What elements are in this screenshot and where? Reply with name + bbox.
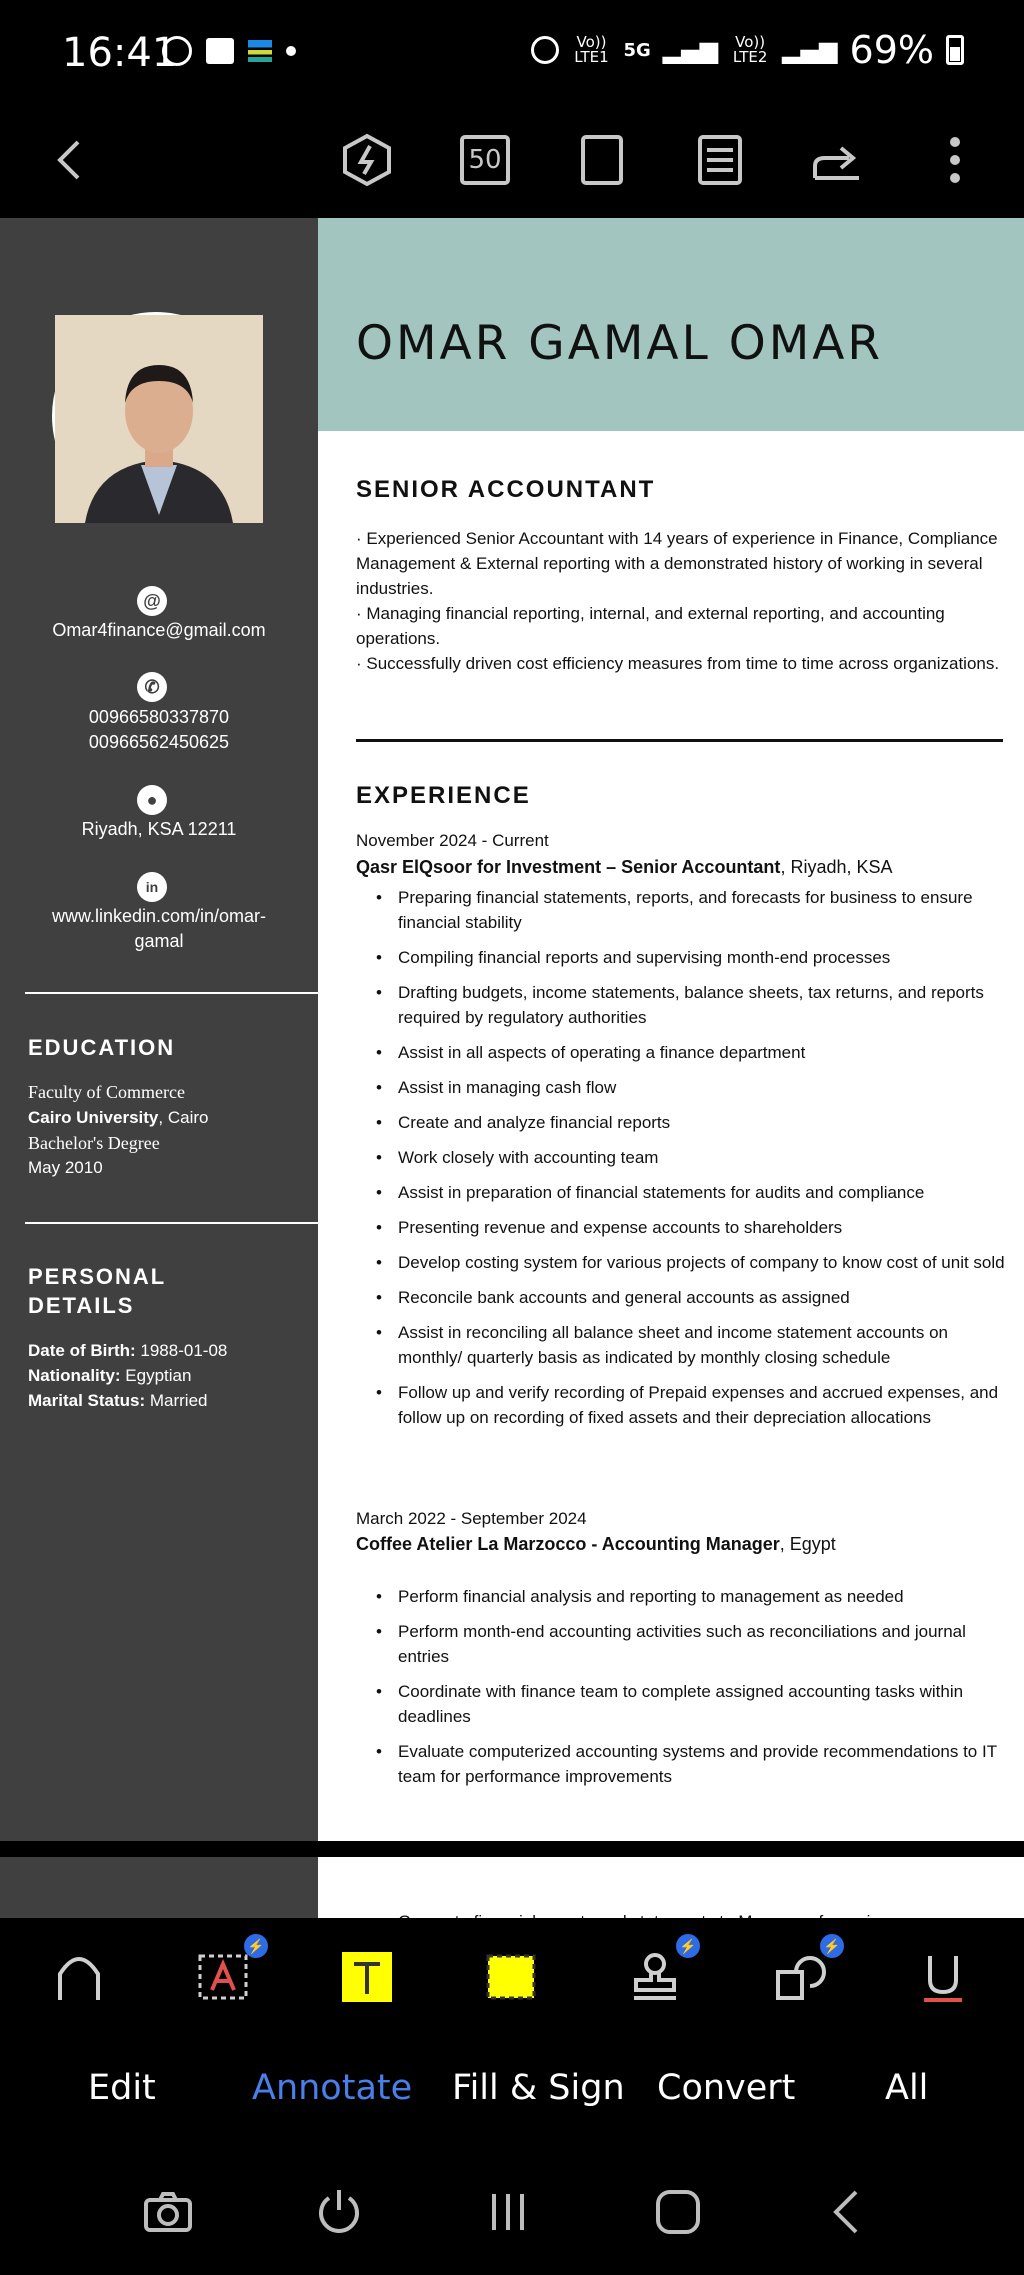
education-faculty: Faculty of Commerce: [28, 1082, 185, 1102]
camera-icon[interactable]: [138, 2182, 198, 2242]
clock: 16:41: [62, 30, 178, 76]
summary: [356, 526, 1006, 676]
job-dates: March 2022 - September 2024: [356, 1509, 587, 1528]
battery-icon: [946, 35, 964, 65]
notification-icons: [162, 36, 296, 66]
personal-heading-2: DETAILS: [28, 1293, 135, 1318]
home-icon[interactable]: [648, 2182, 708, 2242]
resume-name: OMAR GAMAL OMAR: [356, 316, 884, 371]
phone-1: 00966580337870: [88, 707, 230, 727]
zoom-level-label: 50: [468, 145, 502, 175]
recents-icon[interactable]: [478, 2182, 538, 2242]
system-navigation-bar: [0, 2146, 1024, 2275]
list-item: • Work closely with accounting team: [356, 1145, 1006, 1170]
tab-edit[interactable]: Edit: [88, 2068, 156, 2108]
pdf-toolbar: [0, 110, 1024, 218]
pen-icon[interactable]: [46, 1944, 112, 2010]
network-type: 5G: [623, 39, 651, 61]
underline-icon[interactable]: [910, 1944, 976, 2010]
list-item: • Assist in reconciling all balance sheet and income statement accounts on monthly/ quarterly basis as indicated by monthly closing schedule: [356, 1320, 1006, 1370]
tab-all[interactable]: All: [885, 2068, 929, 2108]
quick-action-icon[interactable]: [327, 120, 407, 200]
list-item: • Perform month-end accounting activities such as reconciliations and journal entries: [356, 1619, 1006, 1669]
education-heading: EDUCATION: [28, 1035, 176, 1060]
system-indicators: [531, 28, 964, 72]
email-icon: @: [137, 586, 167, 616]
area-highlight-icon[interactable]: [478, 1944, 544, 2010]
premium-badge-icon: ⚡: [244, 1934, 268, 1958]
signal-bars-2-icon: ▂▄▆: [782, 36, 838, 64]
summary-line: · Successfully driven cost efficiency measures from time to time across organizations.: [356, 654, 1000, 673]
tab-convert[interactable]: Convert: [657, 2068, 796, 2108]
job-title-heading: SENIOR ACCOUNTANT: [356, 476, 656, 503]
list-item: • Develop costing system for various projects of company to know cost of unit sold: [356, 1250, 1006, 1275]
list-item: • Create and analyze financial reports: [356, 1110, 1006, 1135]
signal-bars-1-icon: ▂▄▆: [662, 36, 719, 64]
mode-tabs: [0, 2036, 1024, 2146]
experience-heading: EXPERIENCE: [356, 782, 531, 809]
section-divider: [356, 739, 1003, 742]
linkedin-icon: in: [137, 872, 167, 902]
premium-badge-icon: ⚡: [820, 1934, 844, 1958]
sidebar-divider: [25, 992, 318, 994]
nav-back-icon[interactable]: [818, 2182, 878, 2242]
summary-line: · Experienced Senior Accountant with 14 years of experience in Finance, Compliance Management & External reporting with a demonstrated history of working in several industries.: [356, 529, 998, 598]
linkedin-line-1[interactable]: www.linkedin.com/in/omar-: [51, 906, 267, 926]
phone-2: 00966562450625: [88, 732, 230, 752]
list-item: • Assist in managing cash flow: [356, 1075, 1006, 1100]
job-company-role: Coffee Atelier La Marzocco - Accounting Manager, Egypt: [356, 1534, 836, 1554]
stamp-icon[interactable]: [622, 1937, 697, 2010]
list-item: • Compiling financial reports and supervising month-end processes: [356, 945, 1006, 970]
resume-main: [318, 218, 1024, 1841]
summary-line: · Managing financial reporting, internal, and external reporting, and accounting operations.: [356, 604, 945, 648]
nationality: Nationality: Egyptian: [28, 1366, 192, 1385]
list-item: • Perform financial analysis and reporting to management as needed: [356, 1584, 1006, 1609]
date-of-birth: Date of Birth: 1988-01-08: [28, 1341, 228, 1360]
personal-heading-1: PERSONAL: [28, 1264, 167, 1289]
page-separator: [0, 1841, 1024, 1857]
marital-status: Marital Status: Married: [28, 1391, 208, 1410]
shapes-icon[interactable]: [766, 1937, 841, 2010]
email-text[interactable]: Omar4finance@gmail.com: [52, 620, 266, 640]
tab-annotate[interactable]: Annotate: [252, 2068, 413, 2108]
gallery-icon: [206, 38, 234, 64]
list-item: • Coordinate with finance team to complete assigned accounting tasks within deadlines: [356, 1679, 1006, 1729]
more-options-icon[interactable]: [915, 120, 995, 200]
resume-sidebar: [0, 218, 318, 1841]
battery-percent: 69%: [849, 28, 934, 72]
job-dates: November 2024 - Current: [356, 831, 549, 850]
list-item: • Follow up and verify recording of Prepaid expenses and accrued expenses, and follow up on recording of fixed assets and their depreciation allocations: [356, 1380, 1006, 1430]
job-bullets: [356, 1584, 1006, 1799]
list-item: • Assist in preparation of financial statements for audits and compliance: [356, 1180, 1006, 1205]
job-bullets: [356, 885, 1006, 1440]
fullscreen-icon[interactable]: [562, 120, 642, 200]
location-icon: ●: [137, 785, 167, 815]
job-company-role: Qasr ElQsoor for Investment – Senior Accountant, Riyadh, KSA: [356, 857, 893, 877]
annotation-toolbar: [0, 1918, 1024, 2036]
sidebar-divider: [25, 1222, 318, 1224]
power-icon[interactable]: [309, 2182, 369, 2242]
reading-mode-icon[interactable]: [680, 120, 760, 200]
pdf-viewer[interactable]: [0, 218, 1024, 1918]
zoom-level-icon[interactable]: [445, 120, 525, 200]
share-icon[interactable]: [797, 120, 877, 200]
linkedin-line-2[interactable]: gamal: [134, 931, 184, 951]
list-item: • Preparing financial statements, reports, and forecasts for business to ensure financial stability: [356, 885, 1006, 935]
education-degree: Bachelor's Degree: [28, 1133, 160, 1153]
sim2-signal: Vo)) LTE2: [732, 33, 768, 66]
sim1-signal: Vo)) LTE1: [574, 33, 609, 66]
phone-icon: ✆: [137, 672, 167, 702]
list-item: • Assist in all aspects of operating a finance department: [356, 1040, 1006, 1065]
education-university: Cairo University, Cairo: [28, 1108, 209, 1127]
status-bar: [0, 0, 1024, 110]
location-text: Riyadh, KSA 12211: [81, 819, 237, 839]
whatsapp-icon: [162, 36, 192, 66]
name-banner: [318, 218, 1024, 431]
text-box-icon[interactable]: [190, 1937, 265, 2010]
premium-badge-icon: ⚡: [676, 1934, 700, 1958]
list-item: • Evaluate computerized accounting systems and provide recommendations to IT team for performance improvements: [356, 1739, 1006, 1789]
list-item: • Drafting budgets, income statements, balance sheets, tax returns, and reports required by regulatory authorities: [356, 980, 1006, 1030]
app-notification-icon: [248, 40, 272, 62]
tab-fill-sign[interactable]: Fill & Sign: [452, 2068, 625, 2108]
alarm-icon: [531, 36, 559, 64]
list-item: • Reconcile bank accounts and general accounts as assigned: [356, 1285, 1006, 1310]
more-notifications-icon: [286, 46, 296, 56]
education-date: May 2010: [28, 1158, 103, 1177]
profile-photo: [52, 312, 260, 520]
text-highlight-icon[interactable]: [334, 1944, 400, 2010]
back-icon[interactable]: [30, 120, 110, 200]
list-item: • Presenting revenue and expense accounts to shareholders: [356, 1215, 1006, 1240]
